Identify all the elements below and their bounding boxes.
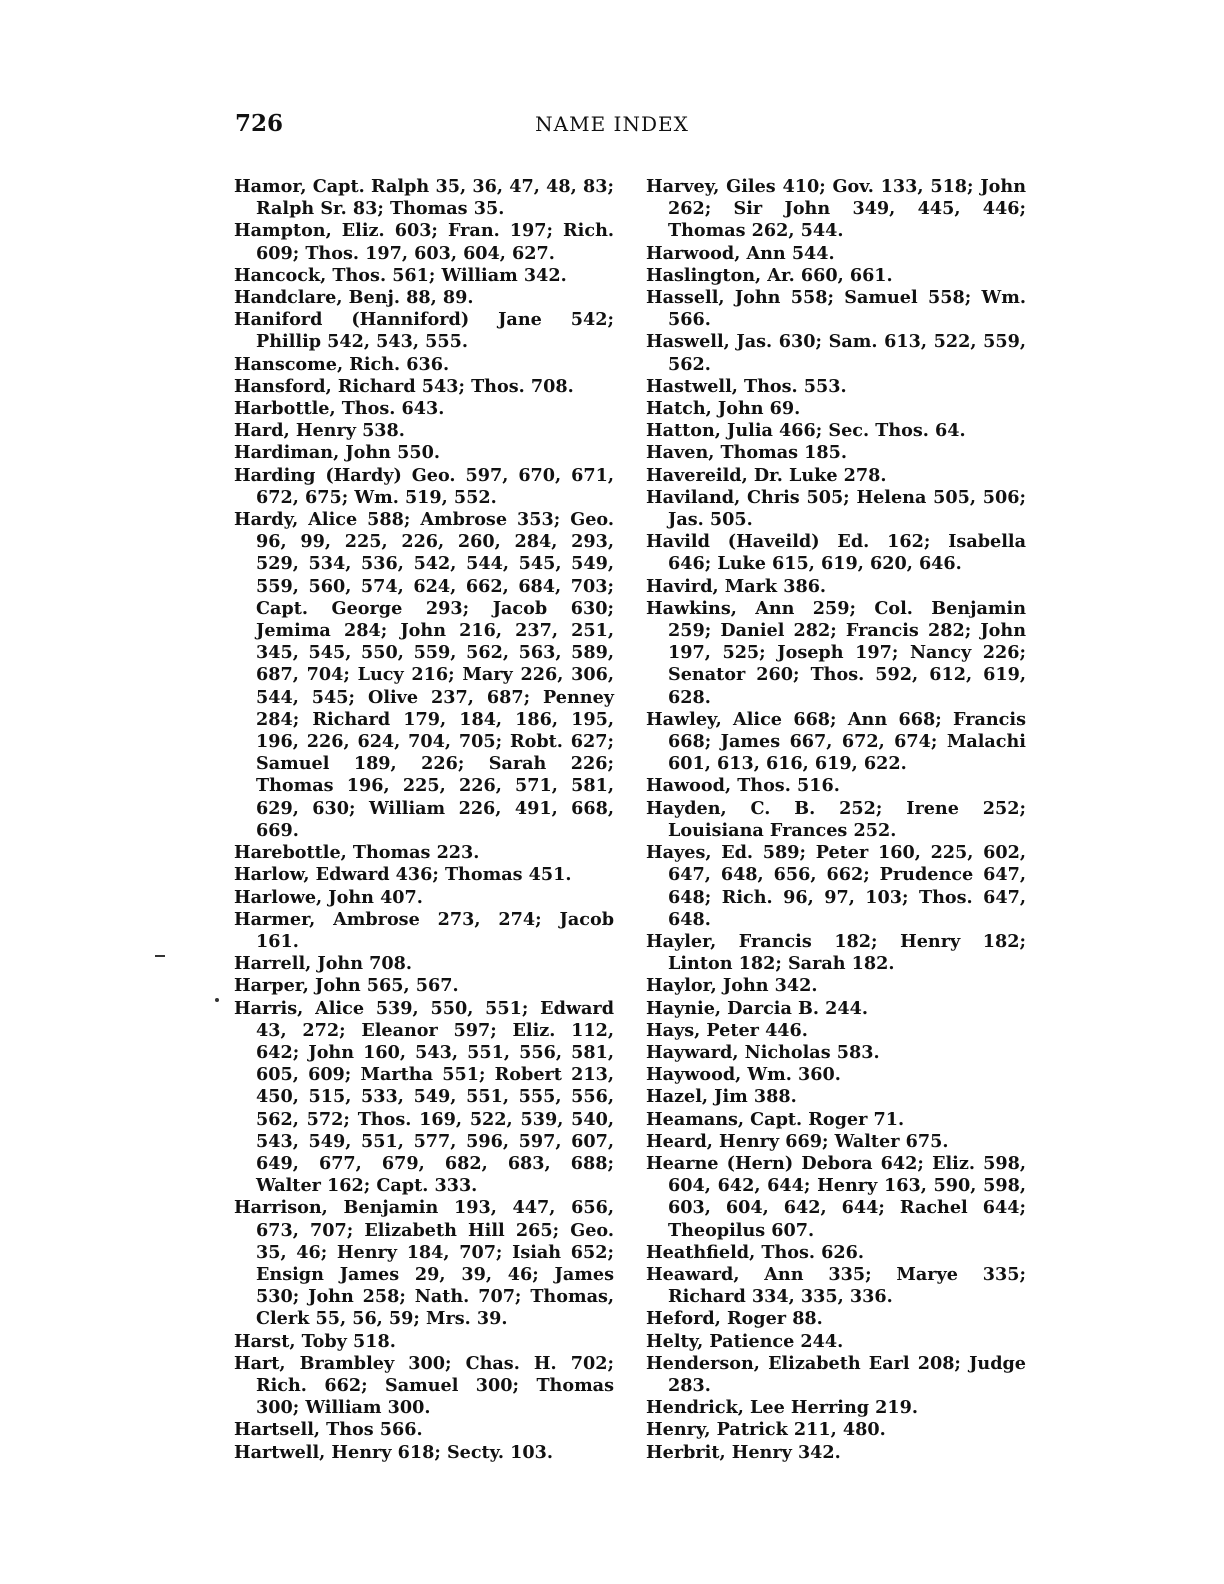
index-entry: Hartsell, Thos 566. [234,1419,423,1441]
index-entry: Hendrick, Lee Herring 219. [646,1397,919,1419]
index-column-right [646,176,1026,1464]
index-entry: Hartwell, Henry 618; Secty. 103. [234,1441,553,1463]
index-entry: Hanscome, Rich. 636. [234,353,450,375]
index-entry: Hastwell, Thos. 553. [646,375,847,397]
index-column-left [234,176,614,1464]
index-entry: Haviland, Chris 505; Helena 505, 506; Jas. 505. [646,486,1026,531]
index-entry: Haslington, Ar. 660, 661. [646,264,893,286]
index-entry: Haywood, Wm. 360. [646,1064,841,1086]
index-entry: Hart, Brambley 300; Chas. H. 702; Rich. 662; Samuel 300; Thomas 300; William 300. [234,1352,614,1419]
index-entry: Heard, Henry 669; Walter 675. [646,1130,949,1152]
index-entry: Havild (Haveild) Ed. 162; Isabella 646; Luke 615, 619, 620, 646. [646,531,1026,575]
index-entry: Haynie, Darcia B. 244. [646,997,868,1019]
page-header [0,110,1224,140]
index-entry: Heamans, Capt. Roger 71. [646,1108,905,1130]
index-entry: Hardy, Alice 588; Ambrose 353; Geo. 96, 99, 225, 226, 260, 284, 293, 529, 534, 536, 542, 544, 545, 549, 559, 560, 574, 624, 662, 684, 703; Capt. George 293; Jacob 630; Jemima 284; John 216, 237, 251, 345, 545, 550, 559, 562, 563, 589, 687, 704; Lucy 216; Mary 226, 306, 544, 545; Olive 237, 687; Penney 284; Richard 179, 184, 186, 195, 196, 226, 624, 704, 705; Robt. 627; Samuel 189, 226; Sarah 226; Thomas 196, 225, 226, 571, 581, 629, 630; William 226, 491, 668, 669. [234,509,614,841]
index-entry: Harrell, John 708. [234,953,412,975]
index-entry: Heaward, Ann 335; Marye 335; Richard 334, 335, 336. [646,1263,1026,1308]
page-number: 726 [235,110,284,137]
index-entry: Harvey, Giles 410; Gov. 133, 518; John 262; Sir John 349, 445, 446; Thomas 262, 544. [646,176,1026,242]
index-entry: Harrison, Benjamin 193, 447, 656, 673, 707; Elizabeth Hill 265; Geo. 35, 46; Henry 184, 707; Isiah 652; Ensign James 29, 39, 46; James 530; John 258; Nath. 707; Thomas, Clerk 55, 56, 59; Mrs. 39. [234,1197,614,1330]
index-entry: Hawley, Alice 668; Ann 668; Francis 668; James 667, 672, 674; Malachi 601, 613, 616, 619, 622. [646,708,1026,775]
index-entry: Harris, Alice 539, 550, 551; Edward 43, 272; Eleanor 597; Eliz. 112, 642; John 160, 543, 551, 556, 581, 605, 609; Martha 551; Robert 213, 450, 515, 533, 549, 551, 555, 556, 562, 572; Thos. 169, 522, 539, 540, 543, 549, 551, 577, 596, 597, 607, 649, 677, 679, 682, 683, 688; Walter 162; Capt. 333. [234,997,614,1197]
index-entry: Haylor, John 342. [646,975,818,997]
index-entry: Harst, Toby 518. [234,1330,396,1352]
index-entry: Handclare, Benj. 88, 89. [234,287,474,309]
index-entry: Havereild, Dr. Luke 278. [646,464,887,486]
index-entry: Hard, Henry 538. [234,420,405,442]
index-entry: Heathfield, Thos. 626. [646,1241,864,1263]
index-entry: Hayes, Ed. 589; Peter 160, 225, 602, 647, 648, 656, 662; Prudence 647, 648; Rich. 96, 97, 103; Thos. 647, 648. [646,842,1026,930]
index-entry: Heford, Roger 88. [646,1308,823,1330]
index-entry: Hampton, Eliz. 603; Fran. 197; Rich. 609; Thos. 197, 603, 604, 627. [234,220,614,264]
index-entry: Hardiman, John 550. [234,442,440,464]
index-entry: Hansford, Richard 543; Thos. 708. [234,375,574,397]
index-entry: Harwood, Ann 544. [646,242,835,264]
index-entry: Hatton, Julia 466; Sec. Thos. 64. [646,420,966,442]
index-entry: Henderson, Elizabeth Earl 208; Judge 283. [646,1352,1026,1396]
index-entry: Henry, Patrick 211, 480. [646,1419,886,1441]
index-entry: Hazel, Jim 388. [646,1086,797,1108]
index-entry: Hayward, Nicholas 583. [646,1041,880,1063]
index-entry: Harper, John 565, 567. [234,975,459,997]
index-entry: Havird, Mark 386. [646,575,827,597]
index-entry: Harding (Hardy) Geo. 597, 670, 671, 672, 675; Wm. 519, 552. [234,464,614,508]
index-entry: Herbrit, Henry 342. [646,1441,841,1463]
index-entry: Hawkins, Ann 259; Col. Benjamin 259; Daniel 282; Francis 282; John 197, 525; Joseph 197; Nancy 226; Senator 260; Thos. 592, 612, 619, 628. [646,597,1026,708]
margin-dot [215,998,219,1002]
index-entry: Harbottle, Thos. 643. [234,398,445,420]
index-entry: Hays, Peter 446. [646,1019,808,1041]
margin-mark [155,955,165,957]
index-entry: Hearne (Hern) Debora 642; Eliz. 598, 604, 642, 644; Henry 163, 590, 598, 603, 604, 642, 644; Rachel 644; Theopilus 607. [646,1152,1026,1241]
index-entry: Hancock, Thos. 561; William 342. [234,264,567,286]
page-title: NAME INDEX [535,112,689,136]
index-entry: Hayler, Francis 182; Henry 182; Linton 182; Sarah 182. [646,930,1026,975]
index-entry: Harlowe, John 407. [234,886,423,908]
index-entry: Haswell, Jas. 630; Sam. 613, 522, 559, 562. [646,331,1026,375]
index-entry: Harebottle, Thomas 223. [234,842,480,864]
index-entry: Harmer, Ambrose 273, 274; Jacob 161. [234,908,614,952]
index-entry: Hassell, John 558; Samuel 558; Wm. 566. [646,287,1026,331]
index-entry: Haven, Thomas 185. [646,442,847,464]
index-entry: Hamor, Capt. Ralph 35, 36, 47, 48, 83; Ralph Sr. 83; Thomas 35. [234,176,614,220]
index-entry: Harlow, Edward 436; Thomas 451. [234,864,572,886]
index-entry: Hayden, C. B. 252; Irene 252; Louisiana Frances 252. [646,797,1026,841]
index-entry: Haniford (Hanniford) Jane 542; Phillip 542, 543, 555. [234,309,614,353]
index-entry: Hatch, John 69. [646,398,801,420]
index-entry: Helty, Patience 244. [646,1330,844,1352]
index-entry: Hawood, Thos. 516. [646,775,840,797]
